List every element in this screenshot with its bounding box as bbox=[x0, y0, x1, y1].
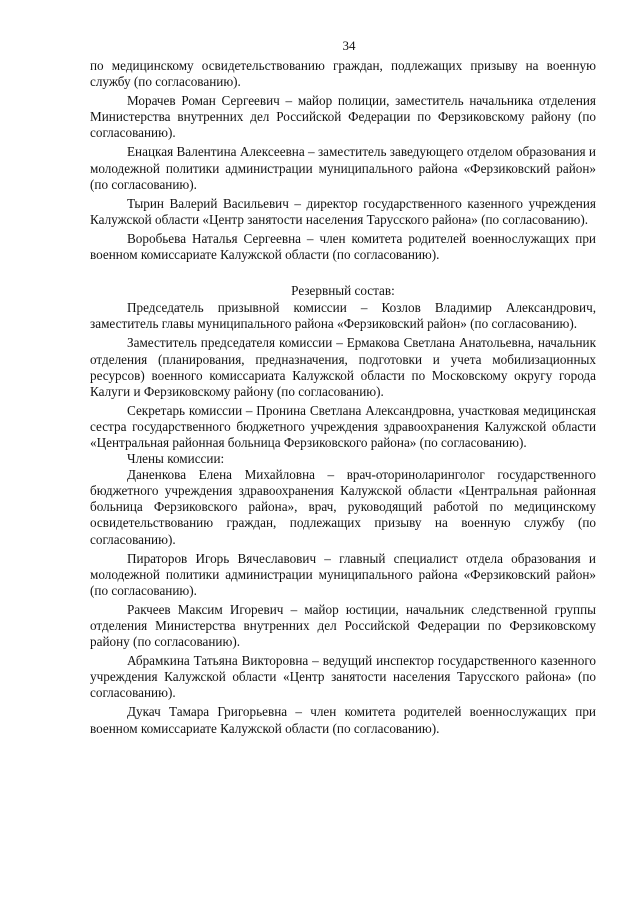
paragraph-tyrin: Тырин Валерий Васильевич – директор государственного казенного учреждения Калужской области «Центр занятости населения Тарусского района» (по согласованию). bbox=[90, 195, 596, 227]
paragraph-members-label: Члены комиссии: bbox=[127, 451, 225, 467]
paragraph-chairman: Председатель призывной комиссии – Козлов Владимир Александрович, заместитель главы муниципального района «Ферзиковский район» (по согласованию). bbox=[90, 300, 596, 332]
paragraph-abramkina: Абрамкина Татьяна Викторовна – ведущий инспектор государственного казенного учреждения Калужской области «Центр занятости населения Тарусского района» (по согласованию). bbox=[90, 653, 596, 701]
paragraph-vorobyeva: Воробьева Наталья Сергеевна – член комитета родителей военнослужащих при военном комиссариате Калужской области (по согласованию). bbox=[90, 230, 596, 263]
reserve-heading: Резервный состав: bbox=[291, 283, 395, 299]
paragraph-rakcheev: Ракчеев Максим Игоревич – майор юстиции, начальник следственной группы отделения Министерства внутренних дел Российской Федерации по Ферзиковскому району (по согласованию). bbox=[90, 601, 596, 650]
reserve-members-section bbox=[90, 300, 596, 736]
paragraph-danenkova: Даненкова Елена Михайловна – врач-оториноларинголог государственного бюджетного учреждения здравоохранения Калужской области «Центральная районная больница Ферзиковского района», врач, руководящий работой по медицинскому освидетельствованию граждан, подлежащих призыву на военную службу (по согласованию). bbox=[90, 467, 596, 547]
paragraph-secretary: Секретарь комиссии – Пронина Светлана Александровна, участковая медицинская сестра государственного бюджетного учреждения здравоохранения Калужской области «Центральная районная больница Ферзиковского района» (по согласованию). bbox=[90, 402, 596, 450]
paragraph-enatskaya: Енацкая Валентина Алексеевна – заместитель заведующего отделом образования и молодежной политики администрации муниципального района «Ферзиковский район» (по согласованию). bbox=[90, 144, 596, 192]
paragraph-morachev: Морачев Роман Сергеевич – майор полиции, заместитель начальника отделения Министерства внутренних дел Российской Федерации по Ферзиковскому району (по согласованию). bbox=[90, 93, 596, 141]
main-members-section bbox=[90, 58, 596, 263]
paragraph-dukach: Дукач Тамара Григорьевна – член комитета родителей военнослужащих при военном комиссариате Калужской области (по согласованию). bbox=[90, 704, 596, 736]
page-number: 34 bbox=[342, 38, 356, 53]
paragraph-deputy-chairman: Заместитель председателя комиссии – Ермакова Светлана Анатольевна, начальник отделения (планирования, предназначения, подготовки и учета мобилизационных ресурсов) военного комиссариата Калужской области по Московскому округу города Калуги и Ферзиковскому району (по согласованию). bbox=[90, 335, 596, 399]
paragraph-continuation: по медицинскому освидетельствованию граждан, подлежащих призыву на военную службу (по согласованию). bbox=[90, 58, 596, 90]
paragraph-piratorov: Пираторов Игорь Вячеславович – главный специалист отдела образования и молодежной политики администрации муниципального района «Ферзиковский район» (по согласованию). bbox=[90, 550, 596, 598]
